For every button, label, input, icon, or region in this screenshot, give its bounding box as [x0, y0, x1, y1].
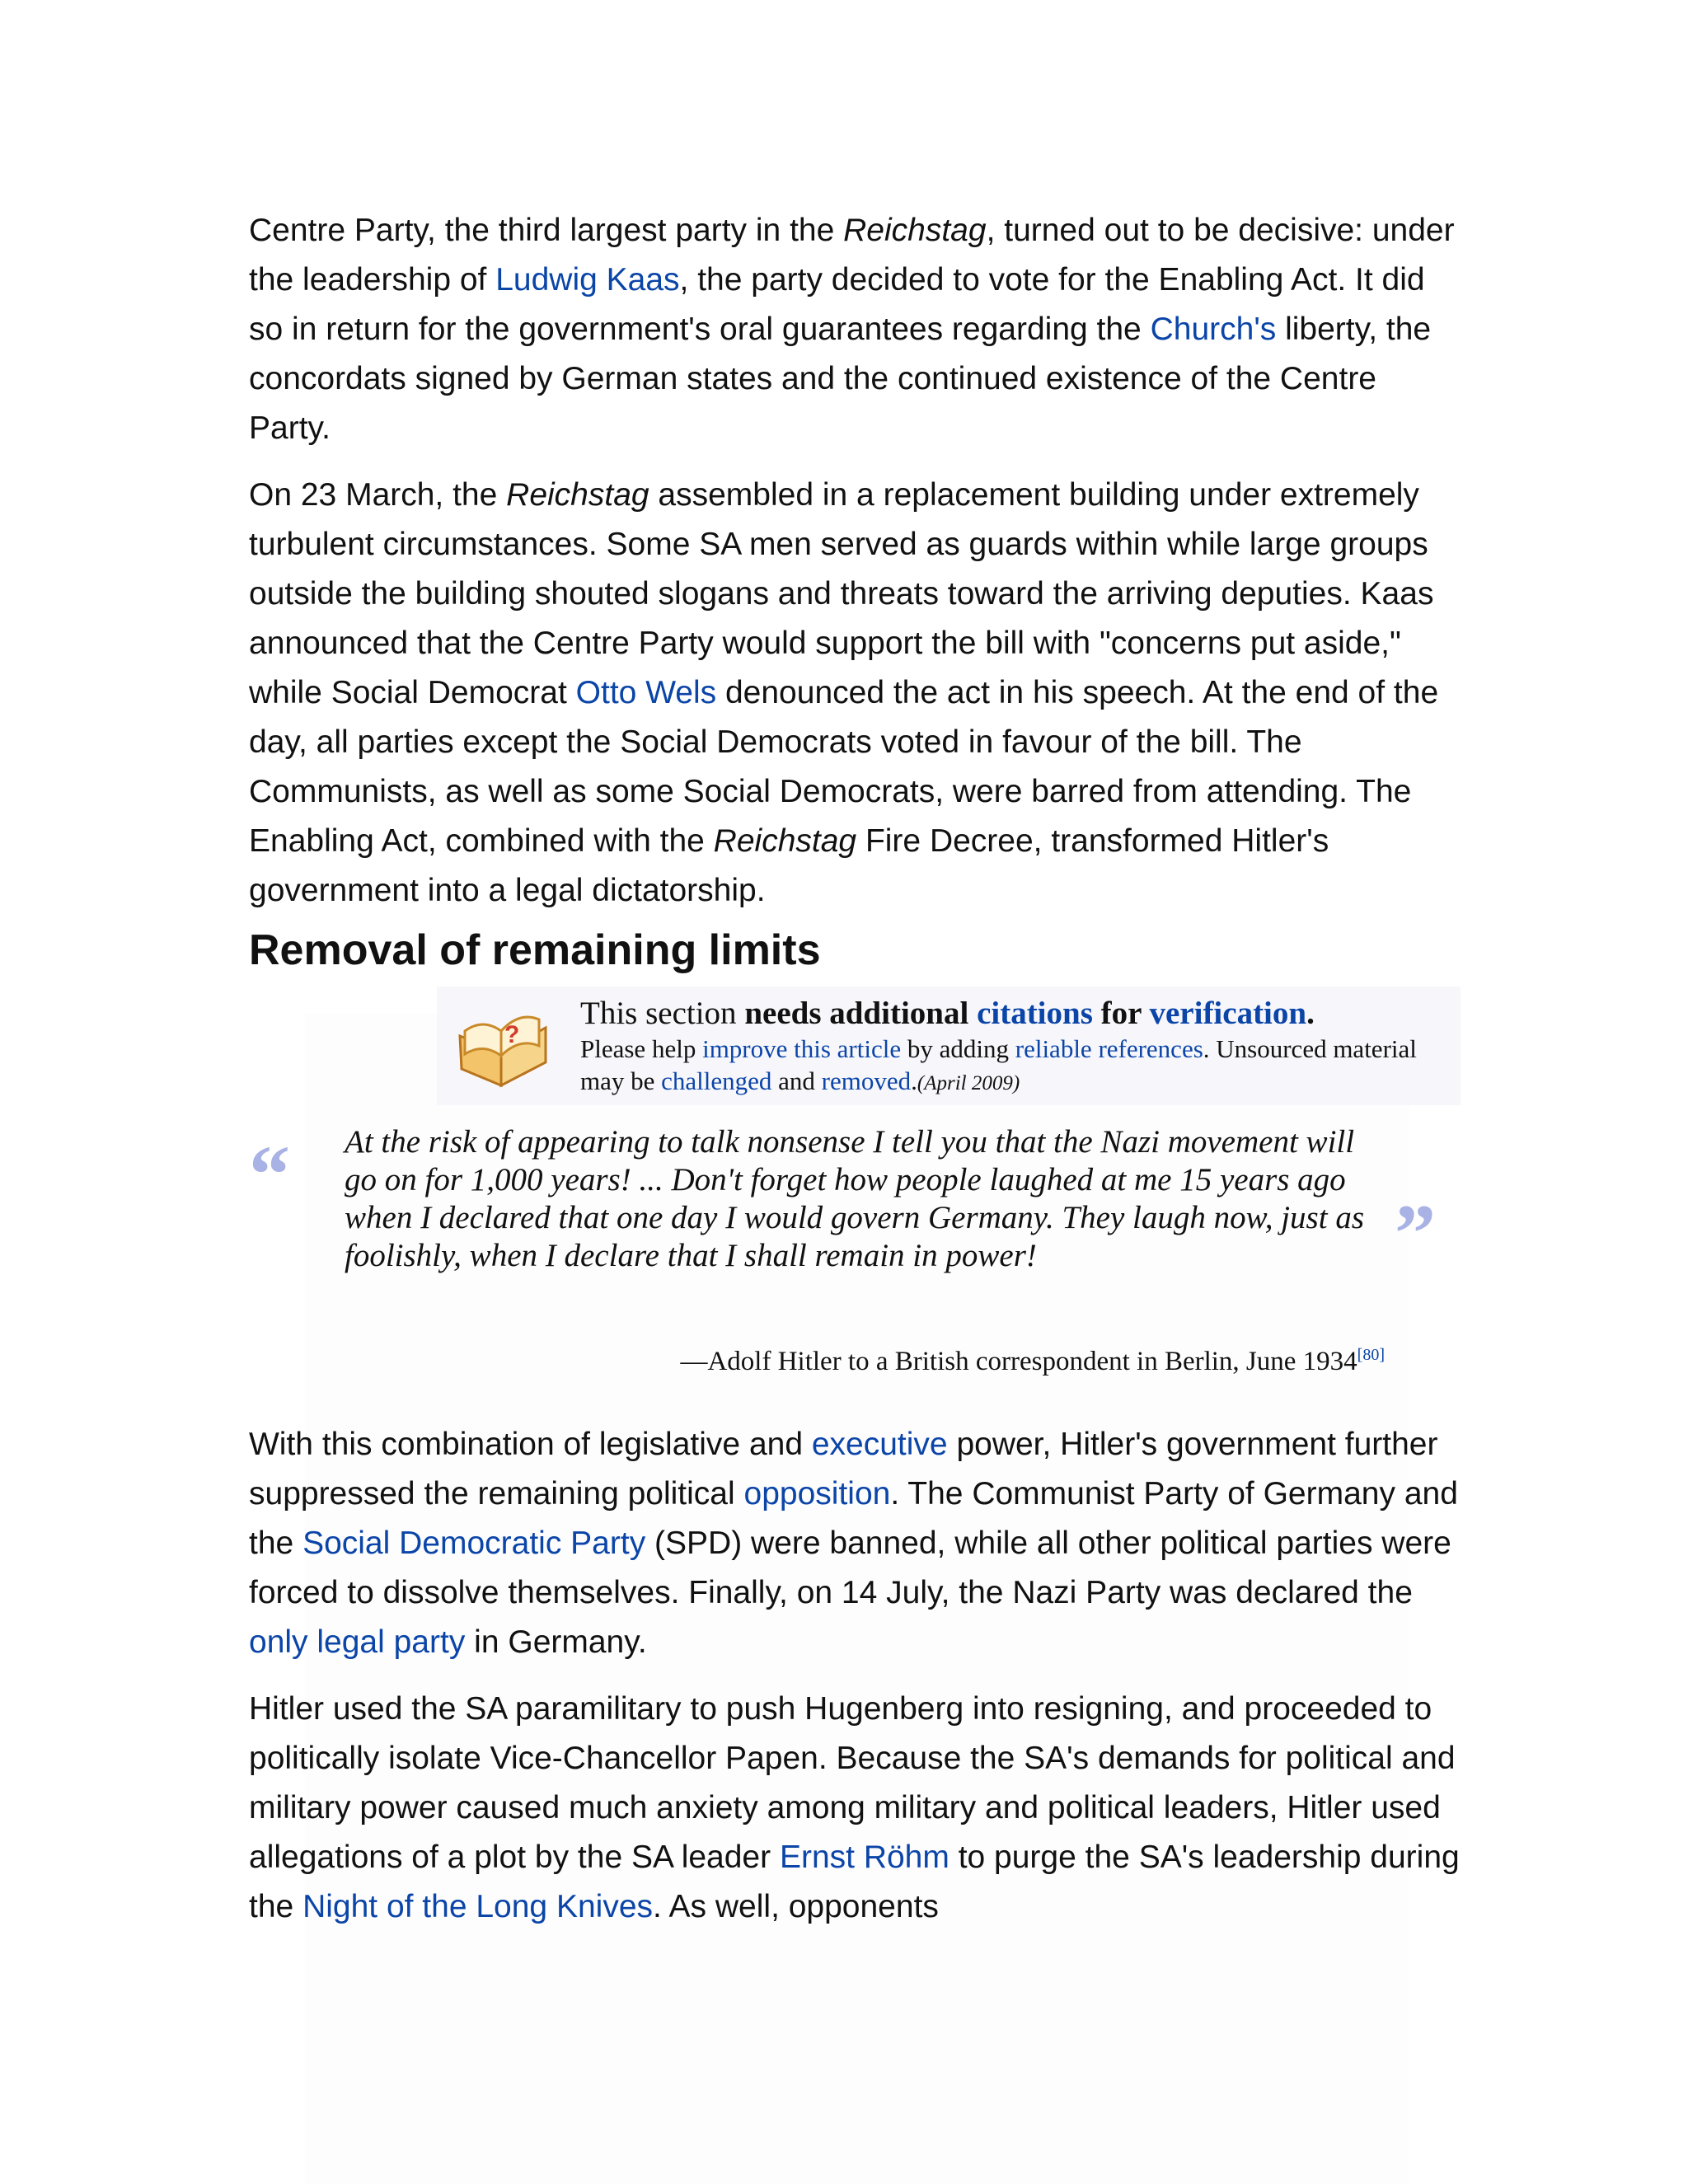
- quote-attribution: [249, 1346, 1385, 1377]
- text-run: This section: [580, 996, 745, 1031]
- link-challenged[interactable]: challenged: [661, 1066, 772, 1095]
- text-run: , the party decided to vote for the Enabling Act. It did so in return for the government's oral guarantees regarding the: [249, 262, 1425, 347]
- paragraph-centre-party: [249, 206, 1461, 453]
- link-removed[interactable]: removed: [821, 1066, 912, 1095]
- text-run: by adding: [901, 1034, 1015, 1063]
- paragraph-sa-purge: [249, 1685, 1461, 1932]
- bold-text: for: [1092, 996, 1150, 1031]
- italic-term: Reichstag: [713, 823, 857, 859]
- text-run: Fire Decree, transformed Hitler's government into a legal dictatorship.: [249, 823, 1329, 908]
- text-run: With this combination of legislative and: [249, 1427, 812, 1462]
- link-citations[interactable]: citations: [977, 996, 1093, 1031]
- open-quote-icon: “: [249, 1128, 290, 1220]
- link-ernst-rohm[interactable]: Ernst Röhm: [779, 1840, 950, 1875]
- paragraph-23-march: [249, 471, 1461, 916]
- link-night-of-long-knives[interactable]: Night of the Long Knives: [302, 1889, 654, 1924]
- text-run: .: [911, 1066, 917, 1095]
- link-social-democratic-party[interactable]: Social Democratic Party: [302, 1526, 646, 1561]
- italic-term: Reichstag: [506, 477, 649, 513]
- bold-text: needs additional: [744, 996, 978, 1031]
- notice-text: [580, 995, 1446, 1099]
- blockquote: [249, 1123, 1461, 1420]
- text-run: . The Communist Party of Germany and the: [249, 1476, 1458, 1561]
- link-otto-wels[interactable]: Otto Wels: [575, 675, 717, 710]
- quote-text: At the risk of appearing to talk nonsense I tell you that the Nazi movement will go on for 1,000 years! ... Don't forget how people laughed at me 15 years ago when I declared that one day I would govern Germany. They laugh now, just as foolishly, when I declare that I shall remain in power!: [345, 1124, 1364, 1273]
- bold-text: .: [1306, 996, 1315, 1031]
- text-run: (SPD) were banned, while all other political parties were forced to dissolve themselves. Finally, on 14 July, the Nazi Party was declared the: [249, 1526, 1451, 1610]
- text-run: power, Hitler's government further suppressed the remaining political: [249, 1427, 1438, 1511]
- text-run: Centre Party, the third largest party in the: [249, 213, 844, 248]
- attribution-text: —Adolf Hitler to a British correspondent in Berlin, June 1934: [680, 1347, 1357, 1376]
- text-run: . As well, opponents: [653, 1889, 939, 1924]
- text-run: Please help: [580, 1034, 703, 1063]
- text-run: , turned out to be decisive: under the leadership of: [249, 213, 1455, 298]
- notice-detail: [580, 1033, 1446, 1099]
- text-run: liberty, the concordats signed by German states and the continued existence of the Centre Party.: [249, 312, 1432, 446]
- italic-term: Reichstag: [843, 213, 987, 248]
- text-run: On 23 March, the: [249, 477, 507, 513]
- citation-notice: [437, 987, 1461, 1105]
- link-improve-article[interactable]: improve this article: [702, 1034, 902, 1063]
- book-question-icon: [453, 1003, 552, 1090]
- close-quote-icon: ”: [1395, 1188, 1436, 1279]
- link-opposition[interactable]: opposition: [743, 1476, 891, 1511]
- text-run: . Unsourced material may be: [580, 1034, 1417, 1095]
- text-run: denounced the act in his speech. At the end of the day, all parties except the Social Democrats voted in favour of the bill. The Communists, as well as some Social Democrats, were barred from attending. The Enabling Act, combined with the: [249, 675, 1439, 859]
- article-body: [249, 206, 1461, 1932]
- text-run: and: [771, 1066, 822, 1095]
- svg-text:?: ?: [504, 1021, 520, 1048]
- text-run: to purge the SA's leadership during the: [249, 1840, 1460, 1924]
- notice-date: (April 2009): [917, 1072, 1020, 1094]
- section-heading: Removal of remaining limits: [249, 926, 821, 974]
- link-verification[interactable]: verification: [1149, 996, 1307, 1031]
- text-run: assembled in a replacement building under extremely turbulent circumstances. Some SA men served as guards within while large groups outside the building shouted slogans and threats toward the arriving deputies. Kaas announced that the Centre Party would support the bill with "concerns put aside," while Social Democrat: [249, 477, 1434, 710]
- notice-headline: [580, 995, 1446, 1033]
- text-run: in Germany.: [465, 1624, 647, 1660]
- link-reliable-references[interactable]: reliable references: [1015, 1034, 1203, 1063]
- link-ludwig-kaas[interactable]: Ludwig Kaas: [495, 262, 680, 298]
- paragraph-legislative-executive: [249, 1420, 1461, 1667]
- text-run: Hitler used the SA paramilitary to push Hugenberg into resigning, and proceeded to politically isolate Vice-Chancellor Papen. Because the SA's demands for political and military power caused much anxiety among military and political leaders, Hitler used allegations of a plot by the SA leader: [249, 1691, 1456, 1875]
- link-church[interactable]: Church's: [1150, 312, 1277, 347]
- link-only-legal-party[interactable]: only legal party: [249, 1624, 466, 1660]
- link-executive[interactable]: executive: [811, 1427, 948, 1462]
- reference-link[interactable]: [80]: [1357, 1346, 1385, 1364]
